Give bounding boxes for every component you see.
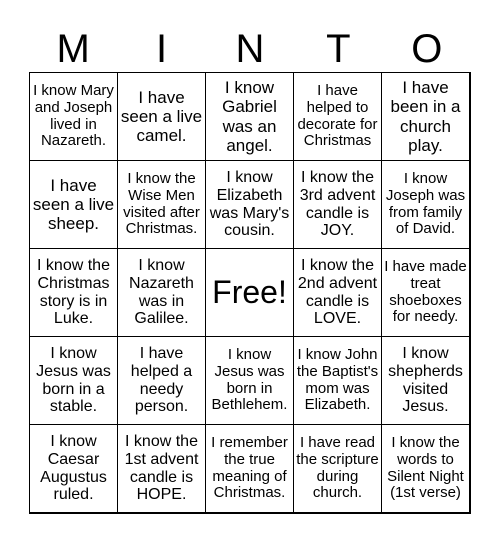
bingo-cell[interactable]	[117, 160, 206, 249]
bingo-cell[interactable]	[381, 248, 470, 337]
header-letter-i: I	[156, 27, 168, 71]
bingo-cell[interactable]	[381, 160, 470, 249]
bingo-cell[interactable]	[293, 248, 382, 337]
bingo-cell[interactable]	[117, 424, 206, 513]
bingo-cell[interactable]	[381, 72, 470, 161]
cell-text: I have been in a church play.	[390, 78, 461, 155]
cell-text: I know the 1st advent candle is HOPE.	[124, 432, 199, 504]
cell-text: I know the 3rd advent candle is JOY.	[299, 168, 376, 240]
cell-text: I know the words to Silent Night (1st verse)	[387, 433, 464, 502]
header-letter-o: O	[411, 27, 443, 71]
bingo-cell[interactable]	[381, 336, 470, 425]
bingo-cell[interactable]	[29, 424, 118, 513]
cell-text: I have read the scripture during church.	[296, 433, 379, 502]
free-space[interactable]	[205, 248, 294, 337]
bingo-cell[interactable]	[205, 336, 294, 425]
cell-text: I know Jesus was born in Bethlehem.	[211, 345, 288, 414]
cell-text: I know Nazareth was in Galilee.	[129, 256, 194, 328]
bingo-cell[interactable]	[117, 336, 206, 425]
cell-text: I know John the Baptist's mom was Elizabeth.	[296, 345, 379, 414]
cell-text: I know Elizabeth was Mary's cousin.	[209, 168, 290, 240]
header-letter-m: M	[56, 27, 90, 71]
bingo-cell[interactable]	[29, 160, 118, 249]
cell-text: I have seen a live camel.	[120, 87, 203, 146]
cell-text: I have helped a needy person.	[130, 344, 193, 416]
header-letter-t: T	[326, 27, 351, 71]
cell-text: I have made treat shoeboxes for needy.	[384, 257, 467, 326]
cell-text: I know the Christmas story is in Luke.	[37, 256, 110, 328]
bingo-cell[interactable]	[293, 160, 382, 249]
cell-text: I have helped to decorate for Christmas	[297, 81, 378, 150]
bingo-cell[interactable]	[293, 336, 382, 425]
bingo-cell[interactable]	[293, 424, 382, 513]
free-space-label: Free!	[212, 273, 287, 310]
bingo-cell[interactable]	[205, 160, 294, 249]
bingo-cell[interactable]	[117, 248, 206, 337]
cell-text: I know the 2nd advent candle is LOVE.	[297, 256, 378, 328]
bingo-cell[interactable]	[381, 424, 470, 513]
cell-text: I have seen a live sheep.	[32, 175, 115, 234]
bingo-header	[29, 28, 471, 70]
cell-text: I know the Wise Men visited after Christmas.	[123, 169, 200, 238]
cell-text: I remember the true meaning of Christmas.	[211, 433, 288, 502]
bingo-cell[interactable]	[29, 336, 118, 425]
bingo-cell[interactable]	[29, 72, 118, 161]
bingo-cell[interactable]	[117, 72, 206, 161]
bingo-cell[interactable]	[293, 72, 382, 161]
bingo-cell[interactable]	[29, 248, 118, 337]
cell-text: I know Caesar Augustus ruled.	[40, 432, 107, 504]
cell-text: I know Mary and Joseph lived in Nazareth.	[33, 81, 114, 150]
cell-text: I know shepherds visited Jesus.	[388, 344, 463, 416]
bingo-board	[29, 72, 471, 514]
cell-text: I know Gabriel was an angel.	[222, 78, 277, 155]
bingo-cell[interactable]	[205, 72, 294, 161]
cell-text: I know Jesus was born in a stable.	[36, 344, 111, 416]
header-letter-n: N	[235, 27, 265, 71]
cell-text: I know Joseph was from family of David.	[385, 169, 466, 238]
bingo-cell[interactable]	[205, 424, 294, 513]
